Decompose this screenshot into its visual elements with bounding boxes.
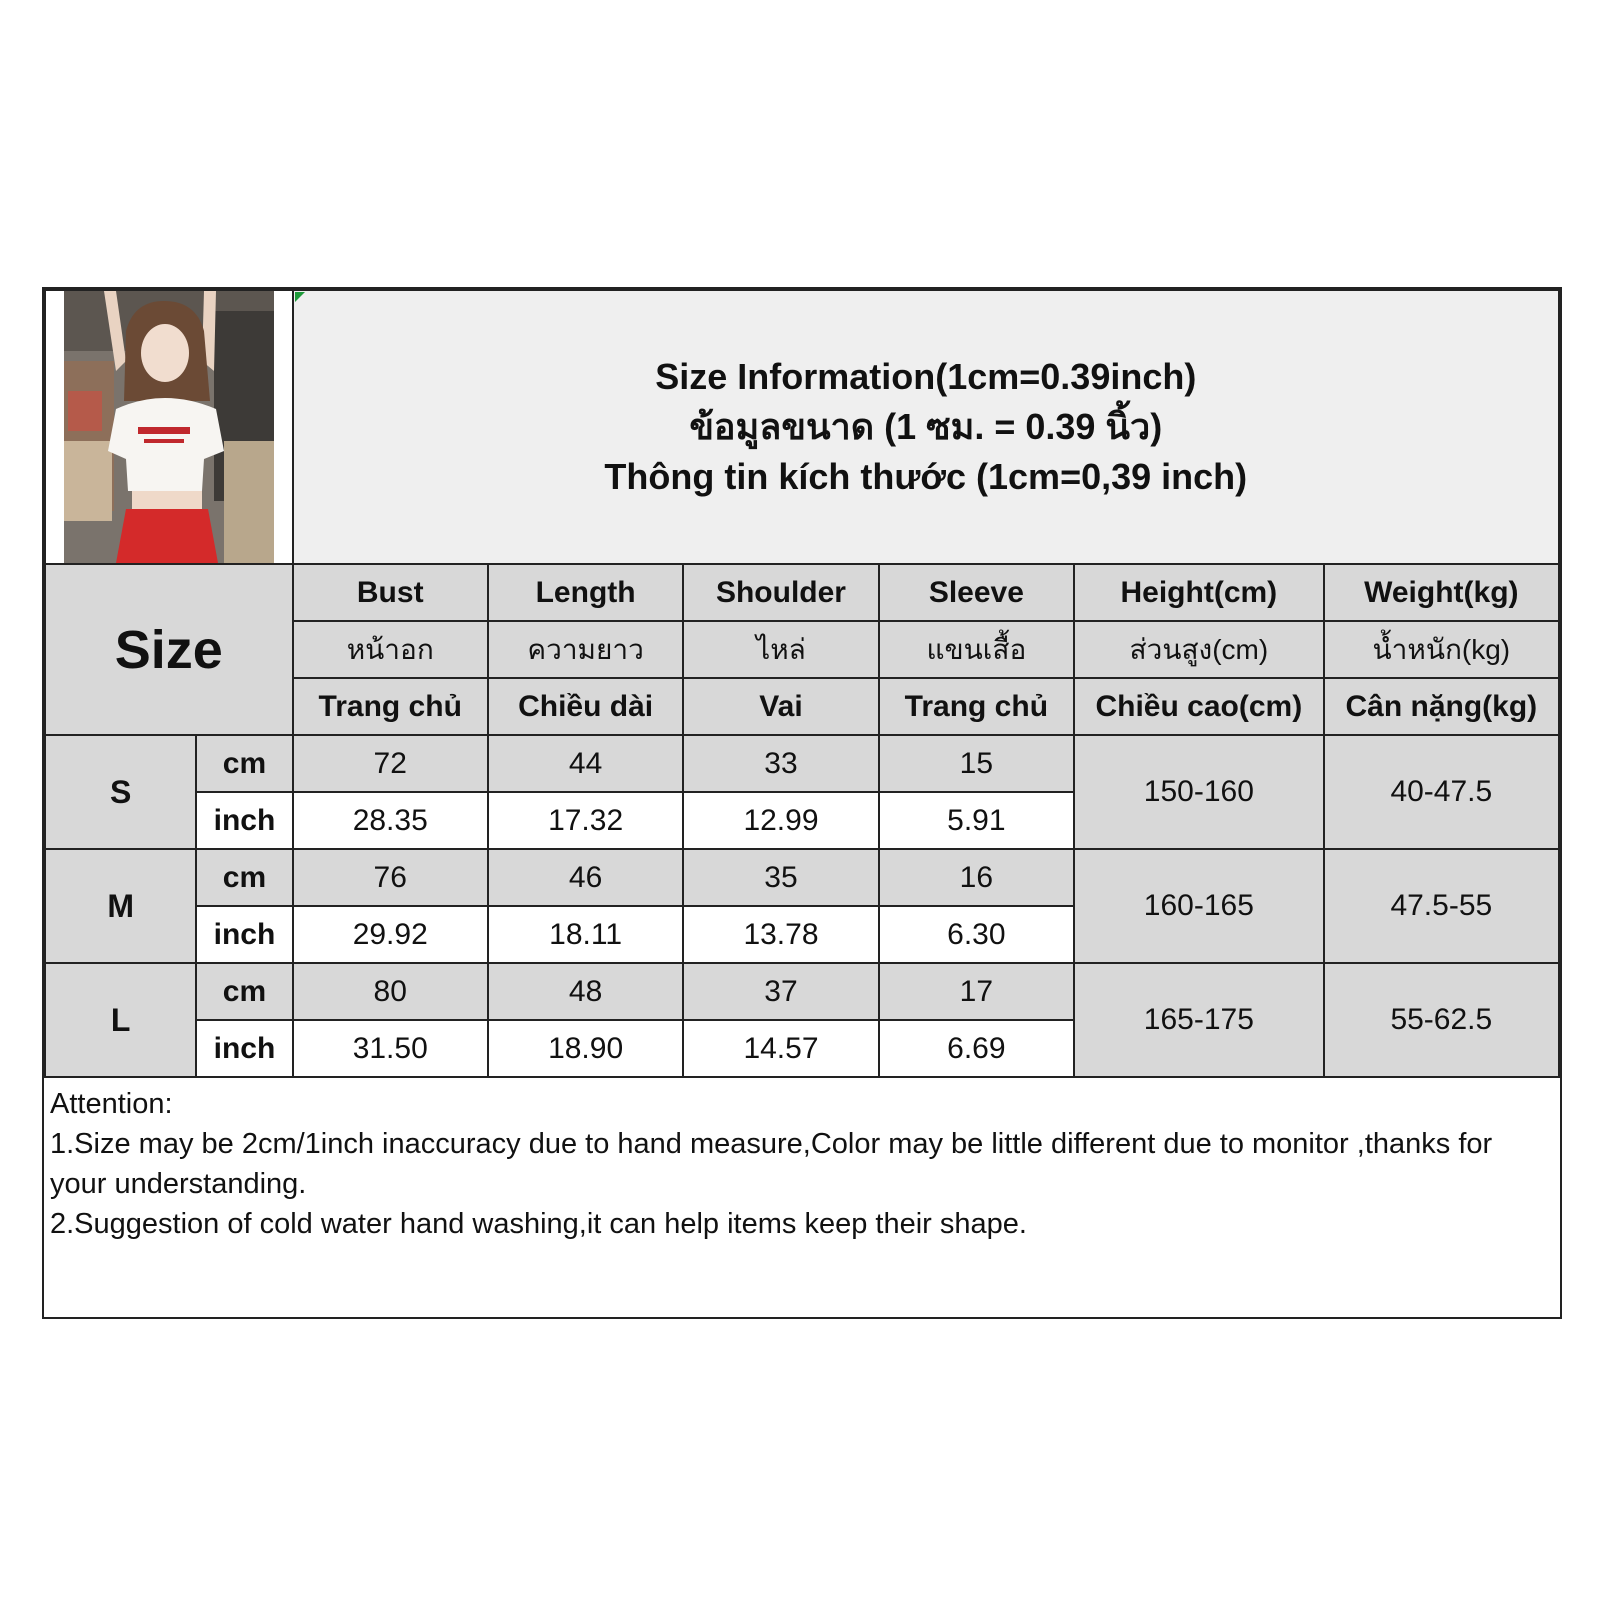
col-header-height-vi: Chiều cao(cm): [1074, 678, 1324, 735]
unit-label-cm: cm: [196, 963, 292, 1020]
col-header-bust-vi: Trang chủ: [293, 678, 488, 735]
green-corner-mark: [295, 292, 305, 302]
col-header-weight-vi: Cân nặng(kg): [1324, 678, 1559, 735]
size-label-m: M: [45, 849, 196, 963]
shoulder-cm-m: 35: [683, 849, 878, 906]
shoulder-cm-s: 33: [683, 735, 878, 792]
size-chart: [42, 287, 1562, 1319]
col-header-bust-th: หน้าอก: [293, 621, 488, 678]
sleeve-inch-m: 6.30: [879, 906, 1074, 963]
col-header-weight-en: Weight(kg): [1324, 564, 1559, 621]
shoulder-inch-m: 13.78: [683, 906, 878, 963]
weight-range-s: 40-47.5: [1324, 735, 1559, 849]
unit-label-cm: cm: [196, 735, 292, 792]
col-header-height-en: Height(cm): [1074, 564, 1324, 621]
attention-heading: Attention:: [50, 1088, 173, 1120]
length-inch-l: 18.90: [488, 1020, 683, 1077]
title-th: ข้อมูลขนาด (1 ซม. = 0.39 นิ้ว): [689, 406, 1163, 447]
title-vi: Thông tin kích thước (1cm=0,39 inch): [604, 456, 1248, 497]
col-header-shoulder-vi: Vai: [683, 678, 878, 735]
bust-inch-s: 28.35: [293, 792, 488, 849]
sleeve-cm-l: 17: [879, 963, 1074, 1020]
shoulder-cm-l: 37: [683, 963, 878, 1020]
bust-cm-s: 72: [293, 735, 488, 792]
col-header-length-en: Length: [488, 564, 683, 621]
size-table: [44, 289, 1560, 1078]
title-en: Size Information(1cm=0.39inch): [655, 356, 1197, 397]
col-header-shoulder-th: ไหล่: [683, 621, 878, 678]
bust-inch-l: 31.50: [293, 1020, 488, 1077]
col-header-shoulder-en: Shoulder: [683, 564, 878, 621]
weight-range-m: 47.5-55: [1324, 849, 1559, 963]
col-header-bust-en: Bust: [293, 564, 488, 621]
product-photo-cell: [45, 290, 293, 564]
length-cm-l: 48: [488, 963, 683, 1020]
length-inch-m: 18.11: [488, 906, 683, 963]
length-inch-s: 17.32: [488, 792, 683, 849]
bust-cm-m: 76: [293, 849, 488, 906]
sleeve-inch-s: 5.91: [879, 792, 1074, 849]
length-cm-m: 46: [488, 849, 683, 906]
bust-inch-m: 29.92: [293, 906, 488, 963]
shoulder-inch-s: 12.99: [683, 792, 878, 849]
product-photo: [64, 291, 274, 563]
height-range-m: 160-165: [1074, 849, 1324, 963]
col-header-length-vi: Chiều dài: [488, 678, 683, 735]
table-row: [45, 963, 1559, 1020]
size-info-title-cell: [293, 290, 1559, 564]
size-label-s: S: [45, 735, 196, 849]
shoulder-inch-l: 14.57: [683, 1020, 878, 1077]
col-header-weight-th: น้ำหนัก(kg): [1324, 621, 1559, 678]
attention-note-2: 2.Suggestion of cold water hand washing,it can help items keep their shape.: [50, 1208, 1027, 1240]
unit-label-cm: cm: [196, 849, 292, 906]
sleeve-cm-s: 15: [879, 735, 1074, 792]
size-header: Size: [45, 564, 293, 735]
height-range-s: 150-160: [1074, 735, 1324, 849]
table-row: [45, 849, 1559, 906]
unit-label-inch: inch: [196, 906, 292, 963]
col-header-length-th: ความยาว: [488, 621, 683, 678]
length-cm-s: 44: [488, 735, 683, 792]
col-header-sleeve-en: Sleeve: [879, 564, 1074, 621]
col-header-sleeve-th: แขนเสื้อ: [879, 621, 1074, 678]
weight-range-l: 55-62.5: [1324, 963, 1559, 1077]
size-label-l: L: [45, 963, 196, 1077]
attention-notes: [44, 1078, 1560, 1244]
height-range-l: 165-175: [1074, 963, 1324, 1077]
col-header-height-th: ส่วนสูง(cm): [1074, 621, 1324, 678]
sleeve-cm-m: 16: [879, 849, 1074, 906]
unit-label-inch: inch: [196, 792, 292, 849]
col-header-sleeve-vi: Trang chủ: [879, 678, 1074, 735]
unit-label-inch: inch: [196, 1020, 292, 1077]
table-row: [45, 735, 1559, 792]
bust-cm-l: 80: [293, 963, 488, 1020]
sleeve-inch-l: 6.69: [879, 1020, 1074, 1077]
attention-note-1: 1.Size may be 2cm/1inch inaccuracy due to hand measure,Color may be little different due to monitor ,thanks for your understanding.: [50, 1128, 1493, 1200]
